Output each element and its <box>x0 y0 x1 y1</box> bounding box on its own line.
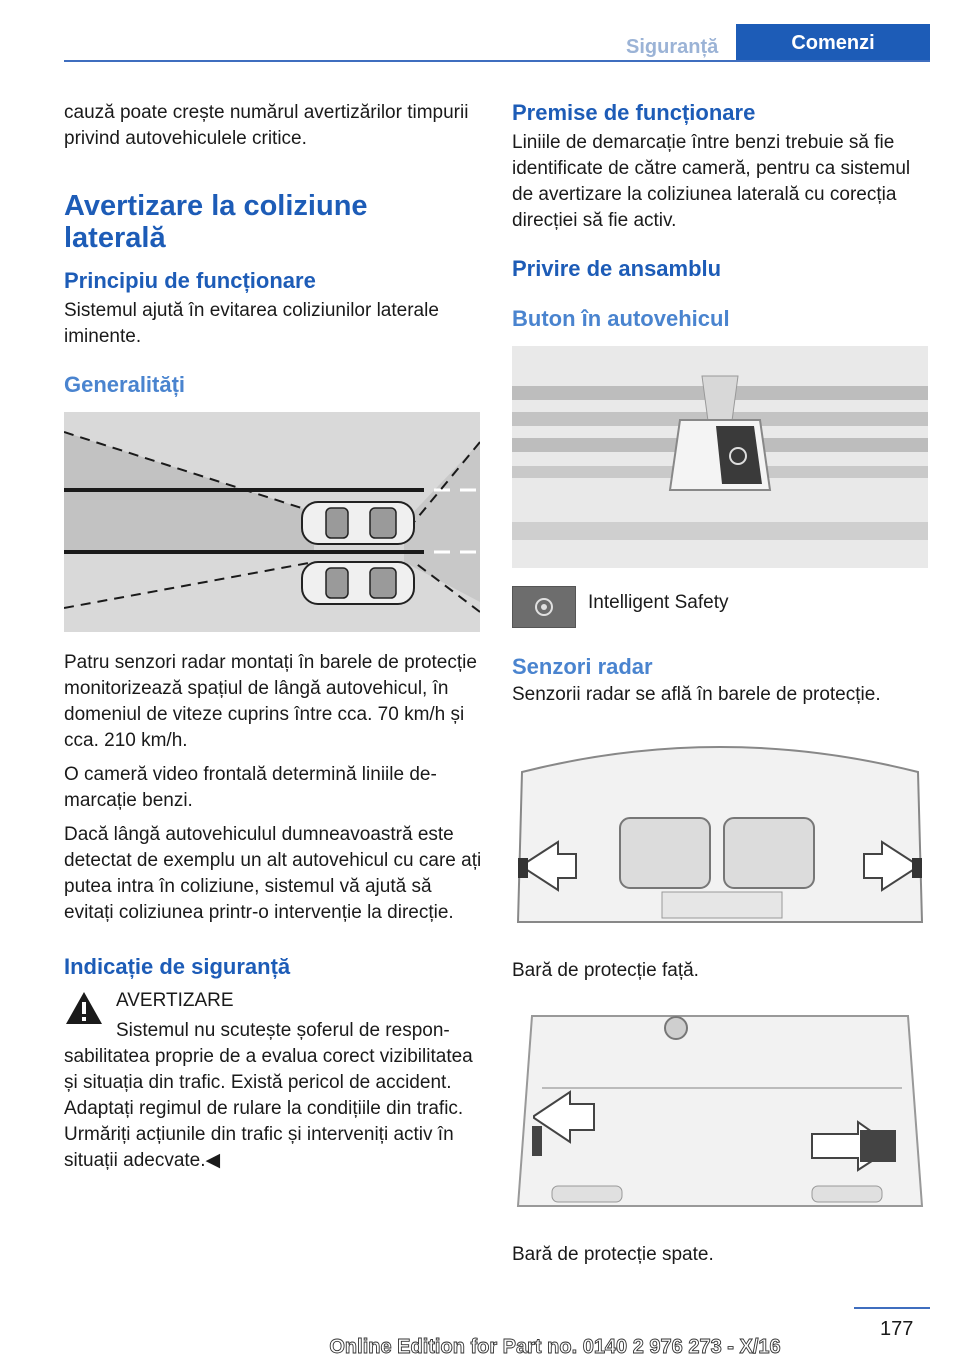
warning-title: AVERTIZARE <box>116 990 234 1011</box>
front-bumper-figure <box>512 722 928 942</box>
button-heading: Buton în autovehicul <box>512 306 730 331</box>
overview-heading: Privire de ansamblu <box>512 256 722 281</box>
warning-block <box>64 988 482 1014</box>
rear-bumper-figure <box>512 1006 928 1226</box>
premise-text: Liniile de demarcație între benzi trebuie să fie identificate de către cameră, pentru ca sistemul de avertizare la coliziunea laterală cu corecția direcției să fie activ. <box>512 132 911 231</box>
intelligent-safety-button-icon <box>512 586 576 628</box>
car-icon-upper <box>302 502 414 544</box>
logo-emblem <box>665 1017 687 1039</box>
edition-footer: Online Edition for Part no. 0140 2 976 273 - X/16 <box>329 1336 781 1358</box>
left-column <box>64 100 482 1182</box>
button-legend <box>512 586 930 628</box>
header-tab-siguranta[interactable]: Siguranță <box>626 36 719 58</box>
paragraph-intervention: Dacă lângă autovehiculul dumneavoastră este detectat de exemplu un alt autovehicul cu care ați putea intra în coliziune, sistemul vă ajută să evitați coliziunea printr-o intervenție la direcție. <box>64 824 482 923</box>
paragraph-camera: O cameră video frontală determină liniile demarcație benzi. <box>64 764 437 811</box>
principle-heading: Principiu de funcționare <box>64 268 316 293</box>
right-column <box>512 100 930 1276</box>
footer-rule <box>854 1307 930 1309</box>
safety-heading: Indicație de siguranță <box>64 954 291 979</box>
car-icon-lower <box>302 562 414 604</box>
lane-diagram <box>64 412 480 632</box>
button-photo-figure <box>512 346 928 568</box>
page-number: 177 <box>880 1318 914 1340</box>
intelligent-safety-label: Intelligent Safety <box>588 592 729 613</box>
paragraph-radar: Patru senzori radar montați în barele de protecție monitorizează spațiul de lângă autovehicul, în domeniul de viteze cuprins între cca. 70 km/h și cca. 210 km/h. <box>64 652 477 751</box>
premise-heading: Premise de funcționare <box>512 100 756 125</box>
intro-text: cauză poate crește numărul avertizărilor timpurii privind autovehiculele critice. <box>64 102 469 149</box>
front-caption: Bară de protecție față. <box>512 960 699 981</box>
warning-text: Sistemul nu scutește șoferul de responsabilitatea proprie de a evalua corect vizibilitatea și situația din trafic. Există pericol de accident. Adaptați regimul de rulare la condițiile din trafic. Urmăriți acțiunile din trafic și interveniți activ în situații adecvate.◀ <box>64 1020 473 1171</box>
section-title: Avertizare la coliziune laterală <box>64 190 368 254</box>
rear-bumper-illustration <box>512 1006 928 1226</box>
rear-caption: Bară de protecție spate. <box>512 1244 714 1265</box>
principle-text: Sistemul ajută în evitarea coliziunilor laterale iminente. <box>64 300 439 347</box>
header-tab-comenzi[interactable]: Comenzi <box>736 24 930 62</box>
header-rule <box>64 60 930 62</box>
sensors-heading: Senzori radar <box>512 654 653 679</box>
dashboard-button-photo <box>512 346 928 568</box>
front-bumper-illustration <box>512 722 928 942</box>
lane-diagram-figure <box>64 412 480 632</box>
general-heading: Generalități <box>64 372 186 397</box>
sensors-text: Senzorii radar se află în barele de protecție. <box>512 684 881 705</box>
warning-triangle-icon <box>64 990 104 1026</box>
